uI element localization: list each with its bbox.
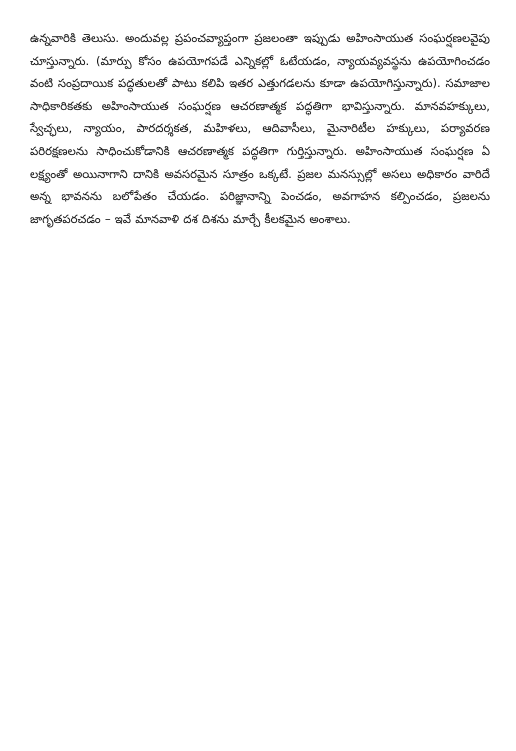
body-paragraph: ఉన్నవారికి తెలుసు. అందువల్ల ప్రపంచవ్యాప్తంగా ప్రజలంతా ఇప్పుడు అహింసాయుత సంఘర్షణలవైపు చూస్తున్నారు. (మార్పు కోసం ఉపయోగపడే ఎన్నికల్లో ఓటేయడం, న్యాయవ్యవస్థను ఉపయోగించడం వంటి సంప్రదాయిక పద్ధతులతో పాటు కలిపి ఇతర ఎత్తుగడలను కూడా ఉపయోగిస్తున్నారు). సమాజాల సాధికారికతకు అహింసాయుత సంఘర్షణ ఆచరణాత్మక పద్ధతిగా భావిస్తున్నారు. మానవహక్కులు, స్వేచ్ఛలు, న్యాయం, పారదర్శకత, మహిళలు, ఆదివాసీలు, మైనారిటీల హక్కులు, పర్యావరణ పరిరక్షణలను సాధించుకోడానికి ఆచరణాత్మక పద్ధతిగా గుర్తిస్తున్నారు. అహింసాయుత సంఘర్షణ ఏ లక్ష్యంతో అయినాగాని దానికి అవసరమైన సూత్రం ఒక్కటే. ప్రజల మనస్సుల్లో అసలు అధికారం వారిదే అన్న భావనను బలోపేతం చేయడం. పరిజ్ఞానాన్ని పెంచడం, అవగాహన కల్పించడం, ప్రజలను జాగృతపరచడం – ఇవే మానవాళి దశ దిశను మార్చే కీలకమైన అంశాలు. [30,31,490,226]
